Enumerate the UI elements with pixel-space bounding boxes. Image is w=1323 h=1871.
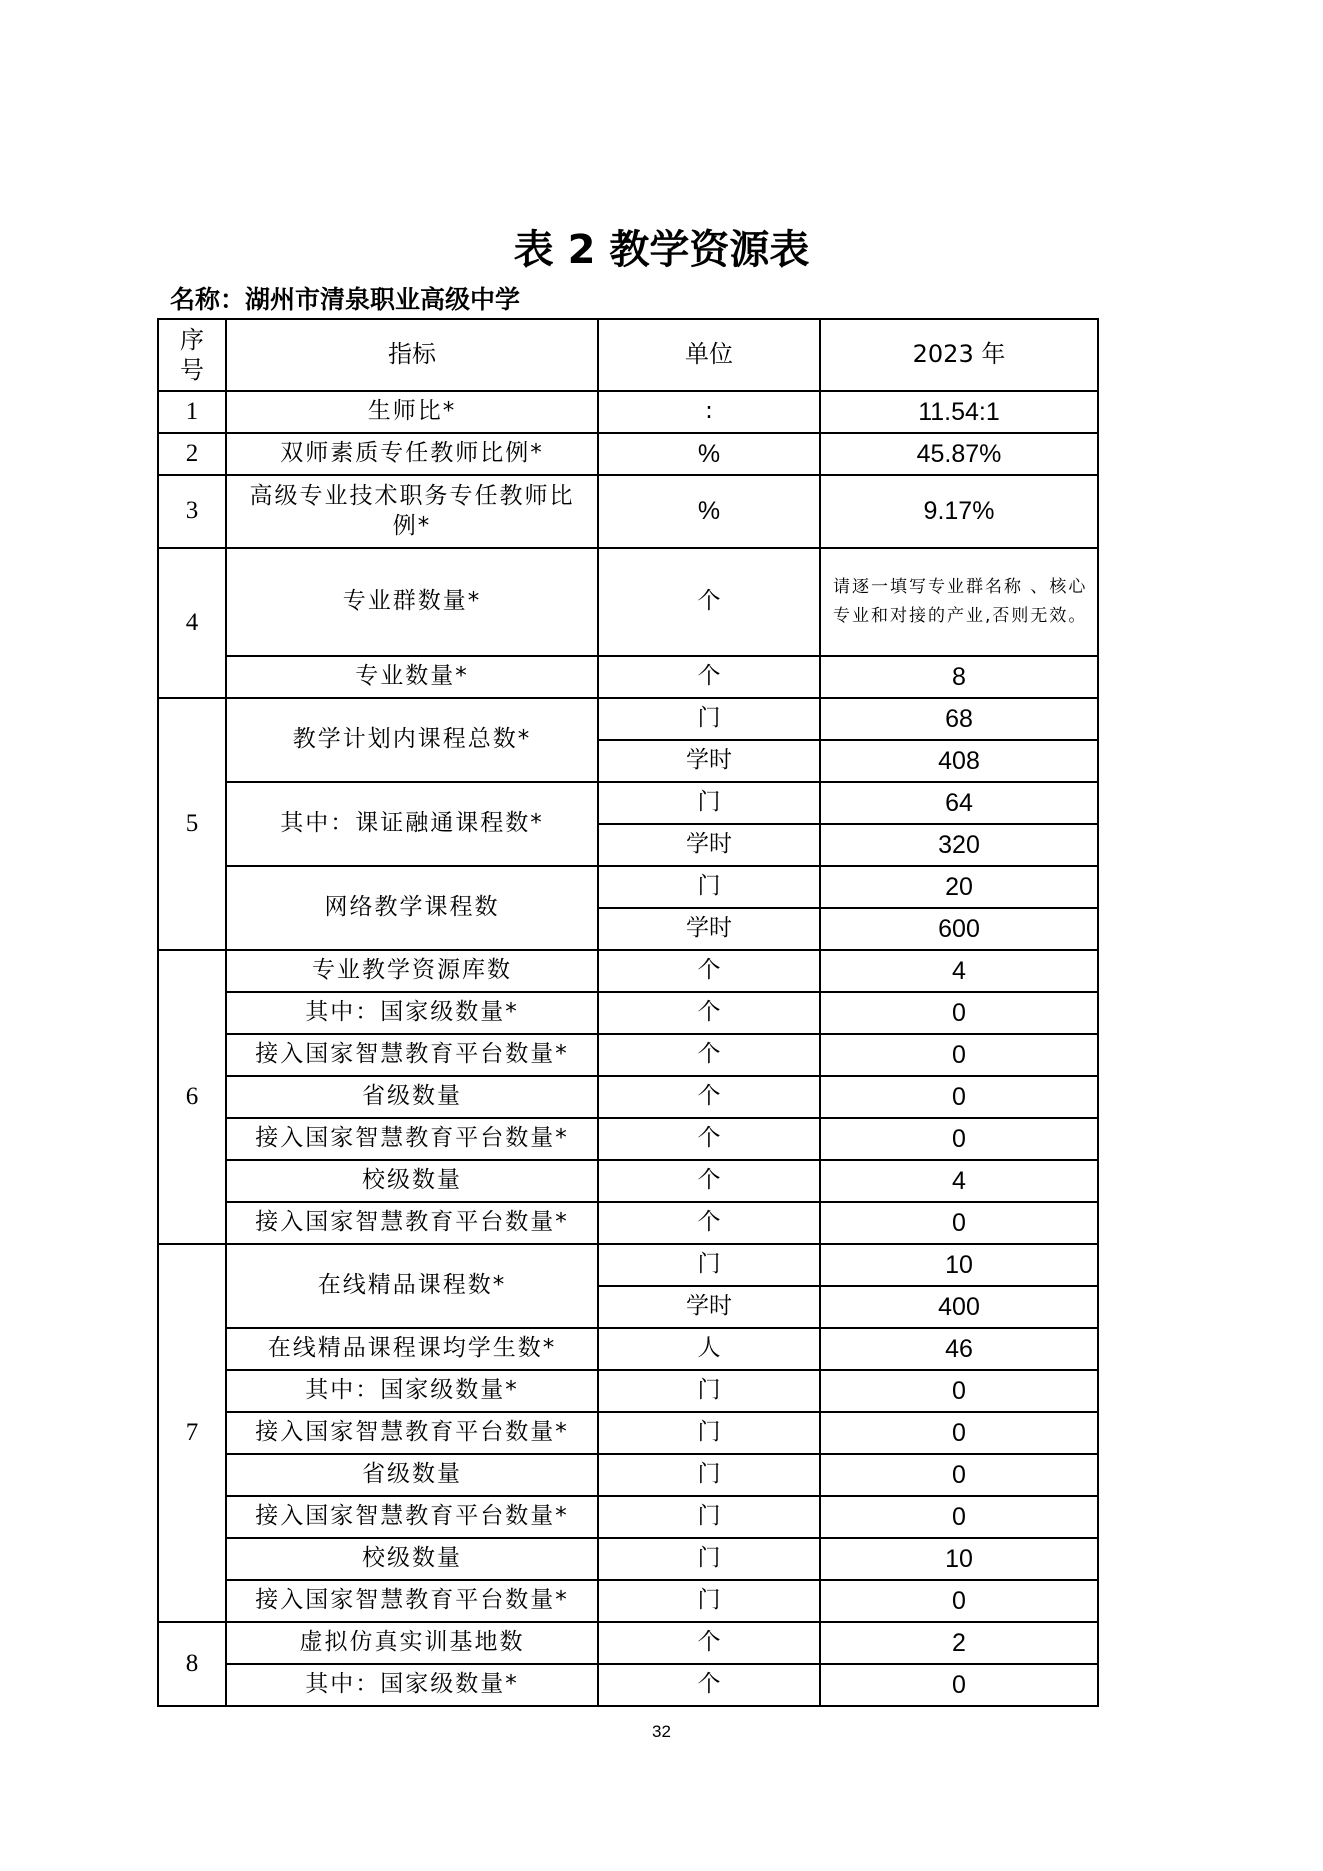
indicator-cell: 双师素质专任教师比例*: [226, 433, 598, 475]
table-row: [158, 1454, 1098, 1496]
value-cell: 0: [820, 1370, 1098, 1412]
value-cell: 0: [820, 1496, 1098, 1538]
row-number: 5: [158, 698, 226, 950]
indicator-cell: 接入国家智慧教育平台数量*: [226, 1034, 598, 1076]
unit-cell: 门: [598, 782, 820, 824]
unit-cell: 个: [598, 1118, 820, 1160]
unit-cell: 门: [598, 1454, 820, 1496]
unit-cell: 个: [598, 1664, 820, 1706]
table-row: [158, 1244, 1098, 1286]
row-number: 3: [158, 475, 226, 548]
indicator-cell: 教学计划内课程总数*: [226, 698, 598, 782]
indicator-cell: 虚拟仿真实训基地数: [226, 1622, 598, 1664]
unit-cell: :: [598, 391, 820, 433]
row-number: 1: [158, 391, 226, 433]
page-number: 32: [652, 1722, 671, 1741]
unit-cell: 门: [598, 1370, 820, 1412]
teaching-resource-table: [157, 318, 1099, 1707]
table-row: [158, 1118, 1098, 1160]
table-row: [158, 1370, 1098, 1412]
table-row: [158, 950, 1098, 992]
table-row: [158, 1580, 1098, 1622]
value-cell: 0: [820, 1454, 1098, 1496]
table-header-row: [158, 319, 1098, 391]
unit-cell: 门: [598, 1244, 820, 1286]
indicator-cell: 专业群数量*: [226, 548, 598, 656]
indicator-cell: 接入国家智慧教育平台数量*: [226, 1496, 598, 1538]
value-cell: 4: [820, 950, 1098, 992]
row-number: 6: [158, 950, 226, 1244]
row-number: 4: [158, 548, 226, 698]
indicator-cell: 网络教学课程数: [226, 866, 598, 950]
indicator-cell: 在线精品课程数*: [226, 1244, 598, 1328]
value-cell: 0: [820, 1076, 1098, 1118]
unit-cell: 人: [598, 1328, 820, 1370]
indicator-cell: 校级数量: [226, 1160, 598, 1202]
unit-cell: 个: [598, 1034, 820, 1076]
unit-cell: 门: [598, 698, 820, 740]
table-row: [158, 1034, 1098, 1076]
value-cell: 0: [820, 1034, 1098, 1076]
table-row: [158, 698, 1098, 740]
value-cell: 0: [820, 1580, 1098, 1622]
header-no: 序号: [158, 319, 226, 391]
unit-cell: 学时: [598, 824, 820, 866]
value-cell: 600: [820, 908, 1098, 950]
value-cell: 4: [820, 1160, 1098, 1202]
value-cell: 0: [820, 1118, 1098, 1160]
indicator-cell: 高级专业技术职务专任教师比例*: [226, 475, 598, 548]
table-row: [158, 548, 1098, 656]
indicator-cell: 其中：国家级数量*: [226, 992, 598, 1034]
row-number: 8: [158, 1622, 226, 1706]
value-cell: 320: [820, 824, 1098, 866]
table-row: [158, 391, 1098, 433]
table-row: [158, 1664, 1098, 1706]
table-row: [158, 475, 1098, 548]
value-cell: 8: [820, 656, 1098, 698]
unit-cell: 个: [598, 1160, 820, 1202]
indicator-cell: 其中：国家级数量*: [226, 1664, 598, 1706]
table-row: [158, 1202, 1098, 1244]
unit-cell: 个: [598, 548, 820, 656]
unit-cell: 门: [598, 1580, 820, 1622]
unit-cell: 个: [598, 1622, 820, 1664]
value-cell: 9.17%: [820, 475, 1098, 548]
note-cell: 请逐一填写专业群名称 、核心专业和对接的产业,否则无效。: [820, 548, 1098, 656]
value-cell: 10: [820, 1538, 1098, 1580]
value-cell: 46: [820, 1328, 1098, 1370]
value-cell: 11.54:1: [820, 391, 1098, 433]
value-cell: 68: [820, 698, 1098, 740]
table-row: [158, 433, 1098, 475]
indicator-cell: 接入国家智慧教育平台数量*: [226, 1412, 598, 1454]
value-cell: 10: [820, 1244, 1098, 1286]
row-number: 7: [158, 1244, 226, 1622]
table-row: [158, 1412, 1098, 1454]
header-unit: 单位: [598, 319, 820, 391]
table-row: [158, 1622, 1098, 1664]
table-row: [158, 992, 1098, 1034]
table-row: [158, 656, 1098, 698]
unit-cell: 门: [598, 1538, 820, 1580]
value-cell: 400: [820, 1286, 1098, 1328]
unit-cell: 学时: [598, 908, 820, 950]
table-row: [158, 866, 1098, 908]
indicator-cell: 生师比*: [226, 391, 598, 433]
header-year: 2023 年: [820, 319, 1098, 391]
unit-cell: 个: [598, 992, 820, 1034]
unit-cell: 个: [598, 1076, 820, 1118]
school-name: 名称：湖州市清泉职业高级中学: [170, 285, 521, 314]
table-row: [158, 1328, 1098, 1370]
table-row: [158, 1160, 1098, 1202]
unit-cell: 门: [598, 1496, 820, 1538]
value-cell: 45.87%: [820, 433, 1098, 475]
value-cell: 0: [820, 1664, 1098, 1706]
unit-cell: 个: [598, 656, 820, 698]
value-cell: 2: [820, 1622, 1098, 1664]
table-row: [158, 782, 1098, 824]
table-row: [158, 1496, 1098, 1538]
table-row: [158, 1538, 1098, 1580]
indicator-cell: 接入国家智慧教育平台数量*: [226, 1118, 598, 1160]
table-row: [158, 1076, 1098, 1118]
document-title: 表 2 教学资源表: [513, 227, 810, 273]
indicator-cell: 接入国家智慧教育平台数量*: [226, 1580, 598, 1622]
unit-cell: 门: [598, 866, 820, 908]
indicator-cell: 省级数量: [226, 1454, 598, 1496]
unit-cell: 学时: [598, 740, 820, 782]
value-cell: 20: [820, 866, 1098, 908]
indicator-cell: 校级数量: [226, 1538, 598, 1580]
unit-cell: 门: [598, 1412, 820, 1454]
unit-cell: 学时: [598, 1286, 820, 1328]
indicator-cell: 专业数量*: [226, 656, 598, 698]
unit-cell: %: [598, 433, 820, 475]
value-cell: 0: [820, 1202, 1098, 1244]
indicator-cell: 接入国家智慧教育平台数量*: [226, 1202, 598, 1244]
unit-cell: 个: [598, 950, 820, 992]
indicator-cell: 在线精品课程课均学生数*: [226, 1328, 598, 1370]
indicator-cell: 省级数量: [226, 1076, 598, 1118]
value-cell: 0: [820, 1412, 1098, 1454]
value-cell: 0: [820, 992, 1098, 1034]
row-number: 2: [158, 433, 226, 475]
value-cell: 64: [820, 782, 1098, 824]
indicator-cell: 其中：国家级数量*: [226, 1370, 598, 1412]
header-indicator: 指标: [226, 319, 598, 391]
value-cell: 408: [820, 740, 1098, 782]
indicator-cell: 其中：课证融通课程数*: [226, 782, 598, 866]
unit-cell: %: [598, 475, 820, 548]
unit-cell: 个: [598, 1202, 820, 1244]
indicator-cell: 专业教学资源库数: [226, 950, 598, 992]
